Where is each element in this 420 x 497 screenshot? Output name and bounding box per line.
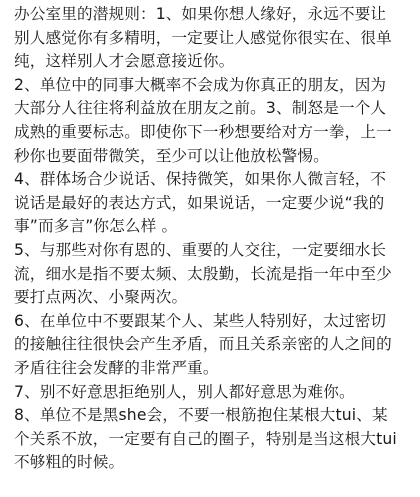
text-line-5: 大部分人往往将利益放在朋友之前。3、制怒是一个人 <box>14 99 387 118</box>
text-line-13: 要打点两次、小聚两次。 <box>14 288 188 307</box>
text-line-19: 个关系不放，一定要有自己的圈子，特别是当这根大tui <box>14 429 397 448</box>
text-line-20: 不够粗的时候。 <box>14 453 125 472</box>
text-line-6: 成熟的重要标志。即使你下一秒想要给对方一拳，上一 <box>14 122 392 141</box>
text-line-14: 6、在单位中不要跟某个人、某些人特别好，太过密切 <box>14 311 387 330</box>
text-line-15: 的接触往往很快会产生矛盾，而且关系亲密的人之间的 <box>14 335 392 354</box>
text-line-16: 矛盾往往会发酵的非常严重。 <box>14 358 219 377</box>
text-line-8: 4、群体场合少说话、保持微笑，如果你人微言轻，不 <box>14 170 387 189</box>
text-line-1: 办公室里的潜规则：1、如果你想人缘好，永远不要让 <box>14 5 387 23</box>
text-line-4: 2、单位中的同事大概率不会成为你真正的朋友，因为 <box>14 75 387 94</box>
text-line-7: 秒你也要面带微笑，至少可以让他放松警惕。 <box>14 146 329 165</box>
text-line-11: 5、与那些对你有恩的、重要的人交往，一定要细水长 <box>14 240 387 259</box>
text-line-18: 8、单位不是黑she会，不要一根筋抱住某根大tui、某 <box>14 406 388 425</box>
text-line-9: 说话是最好的表达方式，如果说话，一定要少说“我的 <box>14 193 385 212</box>
text-line-12: 流，细水是指不要太频、太殷勤，长流是指一年中至少 <box>14 264 392 283</box>
text-line-2: 别人感觉你有多精明，一定要让人感觉你很实在、很单 <box>14 28 392 47</box>
text-line-17: 7、别不好意思拒绝别人，别人都好意思为难你。 <box>14 382 355 401</box>
text-line-10: 事”而多言”你怎么样 。 <box>14 217 178 236</box>
text-line-3: 纯，这样别人才会愿意接近你。 <box>14 52 235 71</box>
